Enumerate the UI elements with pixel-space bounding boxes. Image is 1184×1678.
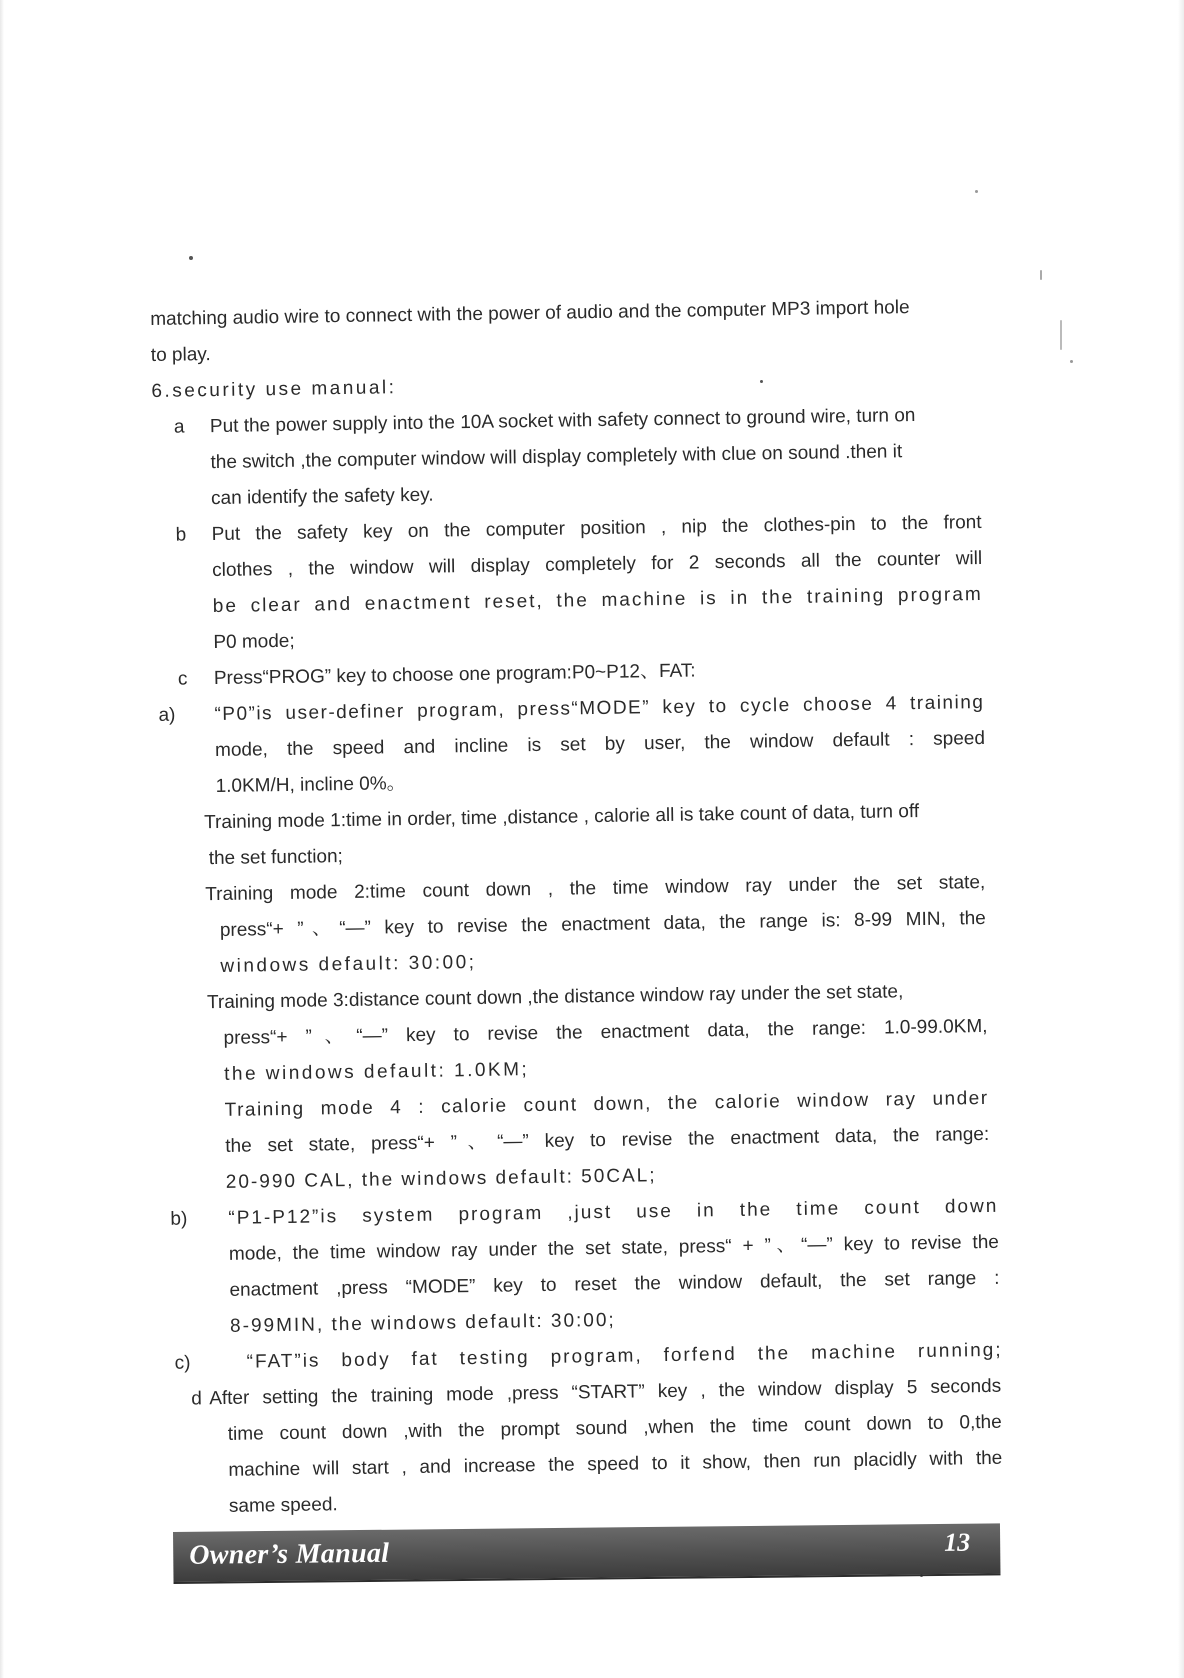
step-line: Press“PROG” key to choose one program:P0~P12、FAT:	[213, 660, 696, 690]
program-line: 1.0KM/H, incline 0%。	[215, 773, 406, 798]
mode-line: Training mode 3:distance count down ,the distance window ray under the set state,	[206, 981, 904, 1014]
footer-title: Owner’s Manual	[189, 1537, 390, 1571]
step-line: can identify the safety key.	[210, 484, 434, 510]
page-number: 13	[943, 1527, 971, 1557]
step-line: same speed.	[228, 1494, 338, 1517]
footer-banner	[173, 1523, 1000, 1584]
scan-speck	[1040, 270, 1042, 280]
program-marker: c)	[174, 1352, 191, 1374]
step-line: clothes , the window will display completely for 2 seconds all the counter will	[212, 547, 983, 582]
step-line: time count down ,with the prompt sound ,when the time count down to 0,the	[227, 1411, 1002, 1445]
mode-line: the set function;	[208, 846, 344, 870]
program-line: mode, the speed and incline is set by user, the window default : speed	[214, 727, 986, 762]
step-line: be clear and enactment reset, the machine is in the training program	[212, 583, 983, 618]
program-line: 8-99MIN, the windows default: 30:00;	[229, 1309, 616, 1337]
program-line: “P0”is user-definer program, press“MODE” key to cycle choose 4 training	[214, 691, 985, 726]
section-heading: 6.security use manual:	[151, 377, 397, 402]
intro-line: to play.	[150, 344, 211, 366]
manual-body	[150, 289, 1019, 1526]
step-line: Put the power supply into the 10A socket with safety connect to ground wire, turn on	[209, 404, 916, 438]
step-marker: b	[175, 524, 187, 546]
training-mode-2	[159, 865, 1011, 986]
mode-line: press“+ ”、“—” key to revise the enactment data, the range is: 8-99 MIN, the	[219, 907, 986, 941]
scan-edge-right	[1178, 0, 1184, 1678]
program-a	[156, 685, 1008, 806]
mode-line: press“+ ”、“—” key to revise the enactment data, the range: 1.0-99.0KM,	[223, 1015, 988, 1049]
program-line: mode, the time window ray under the set state, press“ + ”、“—” key to revise the	[228, 1231, 1000, 1265]
mode-line: 20-990 CAL, the windows default: 50CAL;	[225, 1165, 657, 1193]
mode-line: Training mode 2:time count down , the time window ray under the set state,	[205, 871, 986, 906]
step-a	[152, 397, 1004, 518]
step-b	[153, 505, 1005, 662]
mode-line: the set state, press“+ ”、“—” key to revise the enactment data, the range:	[225, 1123, 990, 1157]
scan-speck	[189, 256, 193, 260]
step-d	[167, 1369, 1019, 1526]
program-b	[164, 1189, 1016, 1346]
mode-line: Training mode 1:time in order, time ,distance , calorie all is take count of data, turn off	[204, 800, 920, 834]
step-line: the switch ,the computer window will display completely with clue on sound .then it	[210, 441, 903, 474]
step-line: P0 mode;	[213, 630, 295, 654]
mode-line: windows default: 30:00;	[220, 951, 477, 977]
step-text	[211, 505, 983, 661]
step-marker: a	[173, 416, 185, 438]
program-marker: a)	[158, 704, 176, 726]
program-line: enactment ,press “MODE” key to reset the window default, the set range :	[229, 1267, 1000, 1301]
step-line: After setting the training mode ,press “START” key , the window display 5 seconds	[209, 1375, 1002, 1410]
program-marker: b)	[170, 1208, 188, 1230]
scan-speck	[1060, 320, 1062, 350]
step-line: machine will start , and increase the speed to it show, then run placidly with the	[228, 1447, 1003, 1481]
training-mode-4	[162, 1081, 1014, 1202]
training-mode-3	[161, 973, 1013, 1094]
step-text	[210, 398, 917, 517]
step-marker: d	[191, 1388, 202, 1410]
program-line: “FAT”is body fat testing program, forfend the machine running;	[246, 1339, 1003, 1373]
intro-line: matching audio wire to connect with the power of audio and the computer MP3 import hole	[150, 297, 910, 330]
step-marker: c	[177, 668, 188, 690]
mode-line: Training mode 4 : calorie count down, the calorie window ray under	[224, 1087, 989, 1121]
program-text	[214, 685, 986, 805]
scan-speck	[975, 190, 978, 193]
scan-speck	[1070, 360, 1073, 363]
step-text	[209, 1369, 1003, 1525]
training-mode-1	[158, 793, 1009, 878]
step-line: Put the safety key on the computer position , nip the clothes-pin to the front	[211, 511, 982, 546]
program-text	[228, 1189, 1000, 1345]
mode-line: the windows default: 1.0KM;	[223, 1059, 530, 1085]
scan-edge-left	[0, 0, 4, 1678]
program-line: “P1-P12”is system program ,just use in the time count down	[228, 1195, 999, 1229]
